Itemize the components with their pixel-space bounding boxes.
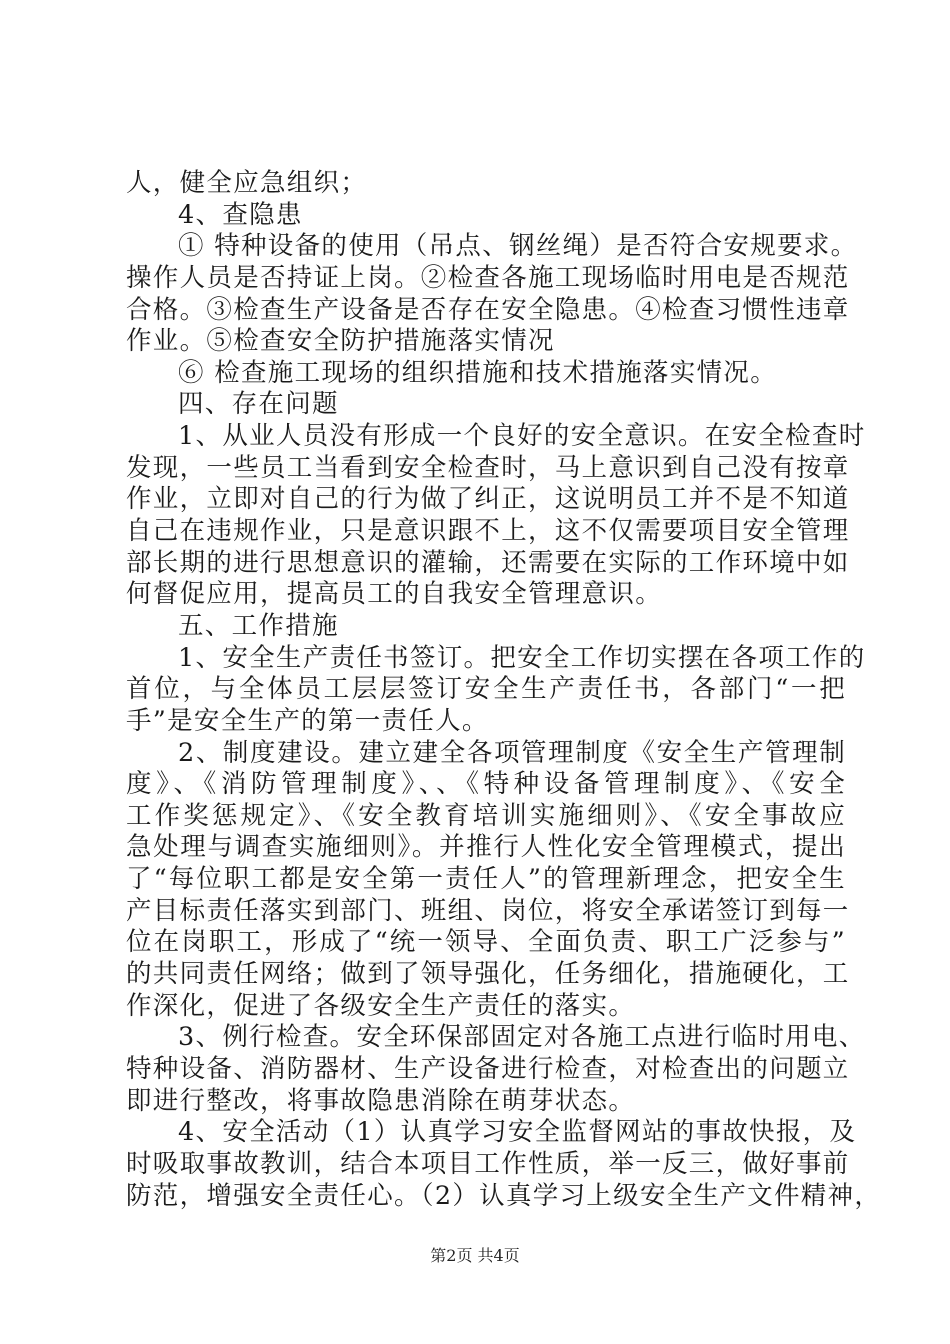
document-body <box>126 168 882 1212</box>
text-line: 2、制度建设。建立建全各项管理制度《安全生产管理制 <box>178 737 846 768</box>
text-line: ① 特种设备的使用（吊点、钢丝绳）是否符合安规要求。 <box>178 231 858 262</box>
text-line: 1、从业人员没有形成一个良好的安全意识。在安全检查时 <box>178 421 866 452</box>
text-line: 五、工作措施 <box>178 610 339 641</box>
text-line: 作深化，促进了各级安全生产责任的落实。 <box>126 990 636 1021</box>
text-line: 的共同责任网络；做到了领导强化，任务细化，措施硬化，工 <box>126 959 850 990</box>
text-line: 了“每位职工都是安全第一责任人”的管理新理念，把安全生 <box>126 864 846 895</box>
text-line: 工作奖惩规定》、《安全教育培训实施细则》、《安全事故应 <box>126 800 846 831</box>
text-line: 特种设备、消防器材、生产设备进行检查，对检查出的问题立 <box>126 1053 850 1084</box>
text-line: 合格。③检查生产设备是否存在安全隐患。④检查习惯性违章 <box>126 294 850 325</box>
text-line: 何督促应用，提高员工的自我安全管理意识。 <box>126 579 663 610</box>
text-line: 作业，立即对自己的行为做了纠正，这说明员工并不是不知道 <box>126 484 850 515</box>
text-line: 时吸取事故教训，结合本项目工作性质，举一反三，做好事前 <box>126 1148 850 1179</box>
text-line: 四、存在问题 <box>178 389 339 420</box>
text-line: 3、例行检查。安全环保部固定对各施工点进行临时用电、 <box>178 1022 866 1053</box>
text-line: 发现，一些员工当看到安全检查时，马上意识到自己没有按章 <box>126 452 850 483</box>
text-line: 急处理与调查实施细则》。并推行人性化安全管理模式，提出 <box>126 832 846 863</box>
text-line: 防范，增强安全责任心。（2）认真学习上级安全生产文件精神， <box>126 1180 882 1211</box>
text-line: 操作人员是否持证上岗。②检查各施工现场临时用电是否规范 <box>126 262 850 293</box>
text-line: 4、查隐患 <box>178 199 303 230</box>
text-line: 4、安全活动（1）认真学习安全监督网站的事故快报，及 <box>178 1117 857 1148</box>
text-line: 即进行整改，将事故隐患消除在萌芽状态。 <box>126 1085 636 1116</box>
text-line: ⑥ 检查施工现场的组织措施和技术措施落实情况。 <box>178 357 778 388</box>
text-line: 首位，与全体员工层层签订安全生产责任书，各部门“一把 <box>126 674 846 705</box>
text-line: 度》、《消防管理制度》、、《特种设备管理制度》、《安全 <box>126 769 846 800</box>
text-line: 产目标责任落实到部门、班组、岗位，将安全承诺签订到每一 <box>126 895 850 926</box>
text-line: 位在岗职工，形成了“统一领导、全面负责、职工广泛参与” <box>126 927 846 958</box>
text-line: 手”是安全生产的第一责任人。 <box>126 705 489 736</box>
page-footer: 第2页 共4页 <box>430 1246 520 1265</box>
text-line: 1、安全生产责任书签订。把安全工作切实摆在各项工作的 <box>178 642 866 673</box>
text-line: 作业。⑤检查安全防护措施落实情况 <box>126 326 555 357</box>
text-line: 部长期的进行思想意识的灌输，还需要在实际的工作环境中如 <box>126 547 850 578</box>
text-line: 人，健全应急组织； <box>126 168 368 198</box>
text-line: 自己在违规作业，只是意识跟不上，这不仅需要项目安全管理 <box>126 516 850 547</box>
